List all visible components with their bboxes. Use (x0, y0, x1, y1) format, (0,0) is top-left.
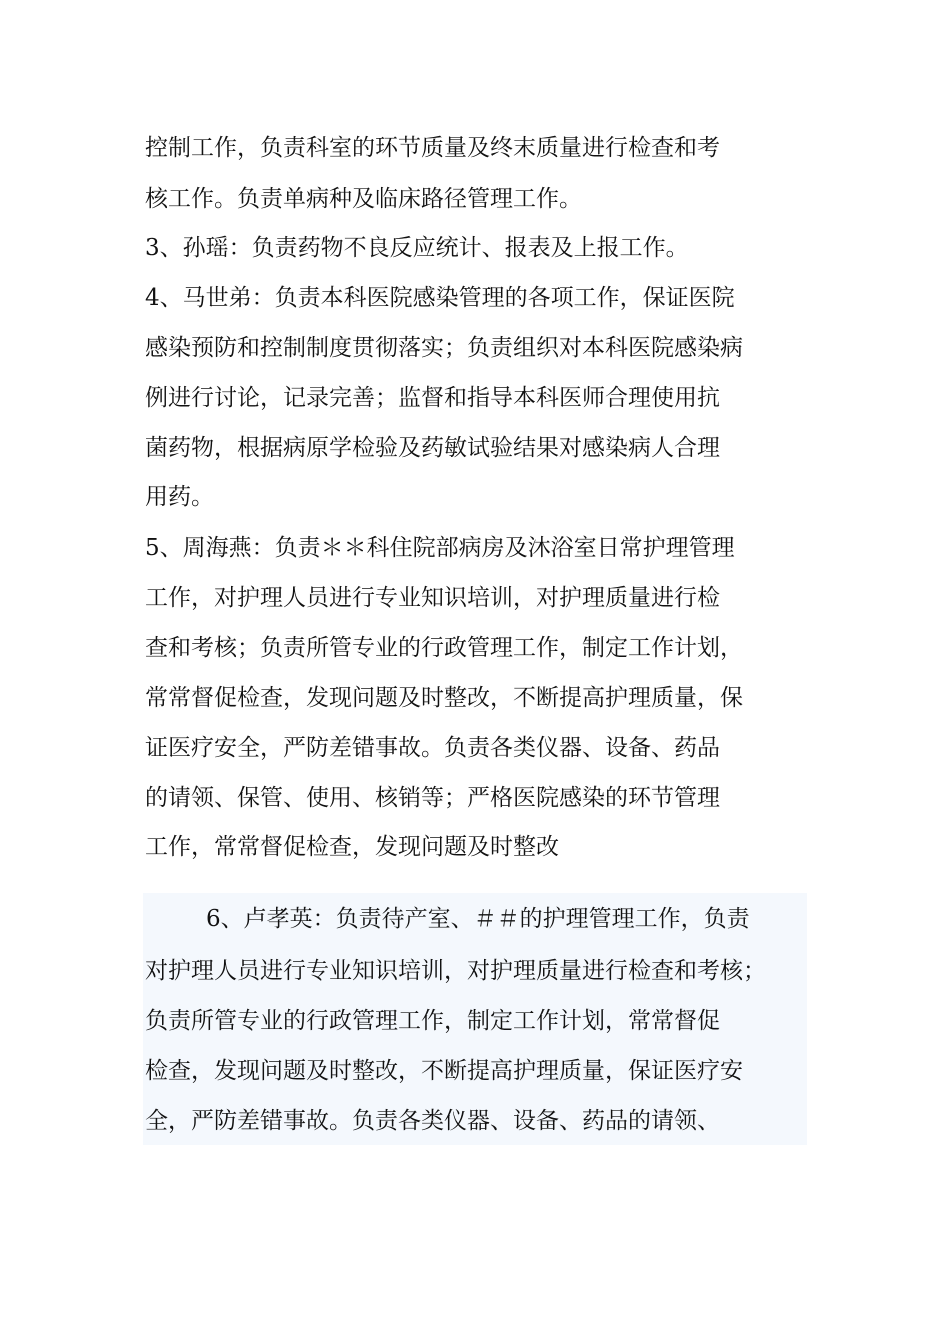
highlighted-paragraph-line: 检查，发现问题及时整改，不断提高护理质量，保证医疗安 (145, 1058, 743, 1084)
paragraph-line: 例进行讨论，记录完善；监督和指导本科医师合理使用抗 (145, 385, 720, 411)
paragraph-line: 常常督促检查，发现问题及时整改，不断提高护理质量，保 (145, 685, 743, 711)
paragraph-line: 的请领、保管、使用、核销等；严格医院感染的环节管理 (145, 785, 720, 811)
paragraph-line: 核工作。负责单病种及临床路径管理工作。 (145, 186, 582, 212)
paragraph-line: 工作，对护理人员进行专业知识培训，对护理质量进行检 (145, 585, 720, 611)
paragraph-line: 菌药物，根据病原学检验及药敏试验结果对感染病人合理 (145, 435, 720, 461)
paragraph-line: 证医疗安全，严防差错事故。负责各类仪器、设备、药品 (145, 735, 720, 761)
paragraph-line: 控制工作，负责科室的环节质量及终末质量进行检查和考 (145, 135, 720, 161)
paragraph-line: 5、周海燕：负责＊＊科住院部病房及沐浴室日常护理管理 (145, 535, 735, 561)
paragraph-line: 感染预防和控制制度贯彻落实；负责组织对本科医院感染病 (145, 335, 743, 361)
paragraph-line: 3、孙瑶：负责药物不良反应统计、报表及上报工作。 (145, 235, 689, 261)
paragraph-line: 用药。 (145, 484, 214, 510)
highlighted-paragraph-line: 全，严防差错事故。负责各类仪器、设备、药品的请领、 (145, 1108, 720, 1134)
highlighted-paragraph-line: 6、卢孝英：负责待产室、＃＃的护理管理工作，负责 (206, 906, 750, 932)
paragraph-line: 工作，常常督促检查，发现问题及时整改 (145, 834, 559, 860)
highlighted-paragraph-line: 负责所管专业的行政管理工作，制定工作计划，常常督促 (145, 1008, 720, 1034)
paragraph-line: 4、马世弟：负责本科医院感染管理的各项工作，保证医院 (145, 285, 735, 311)
paragraph-line: 查和考核；负责所管专业的行政管理工作，制定工作计划， (145, 635, 743, 661)
highlighted-paragraph-line: 对护理人员进行专业知识培训，对护理质量进行检查和考核； (145, 958, 766, 984)
